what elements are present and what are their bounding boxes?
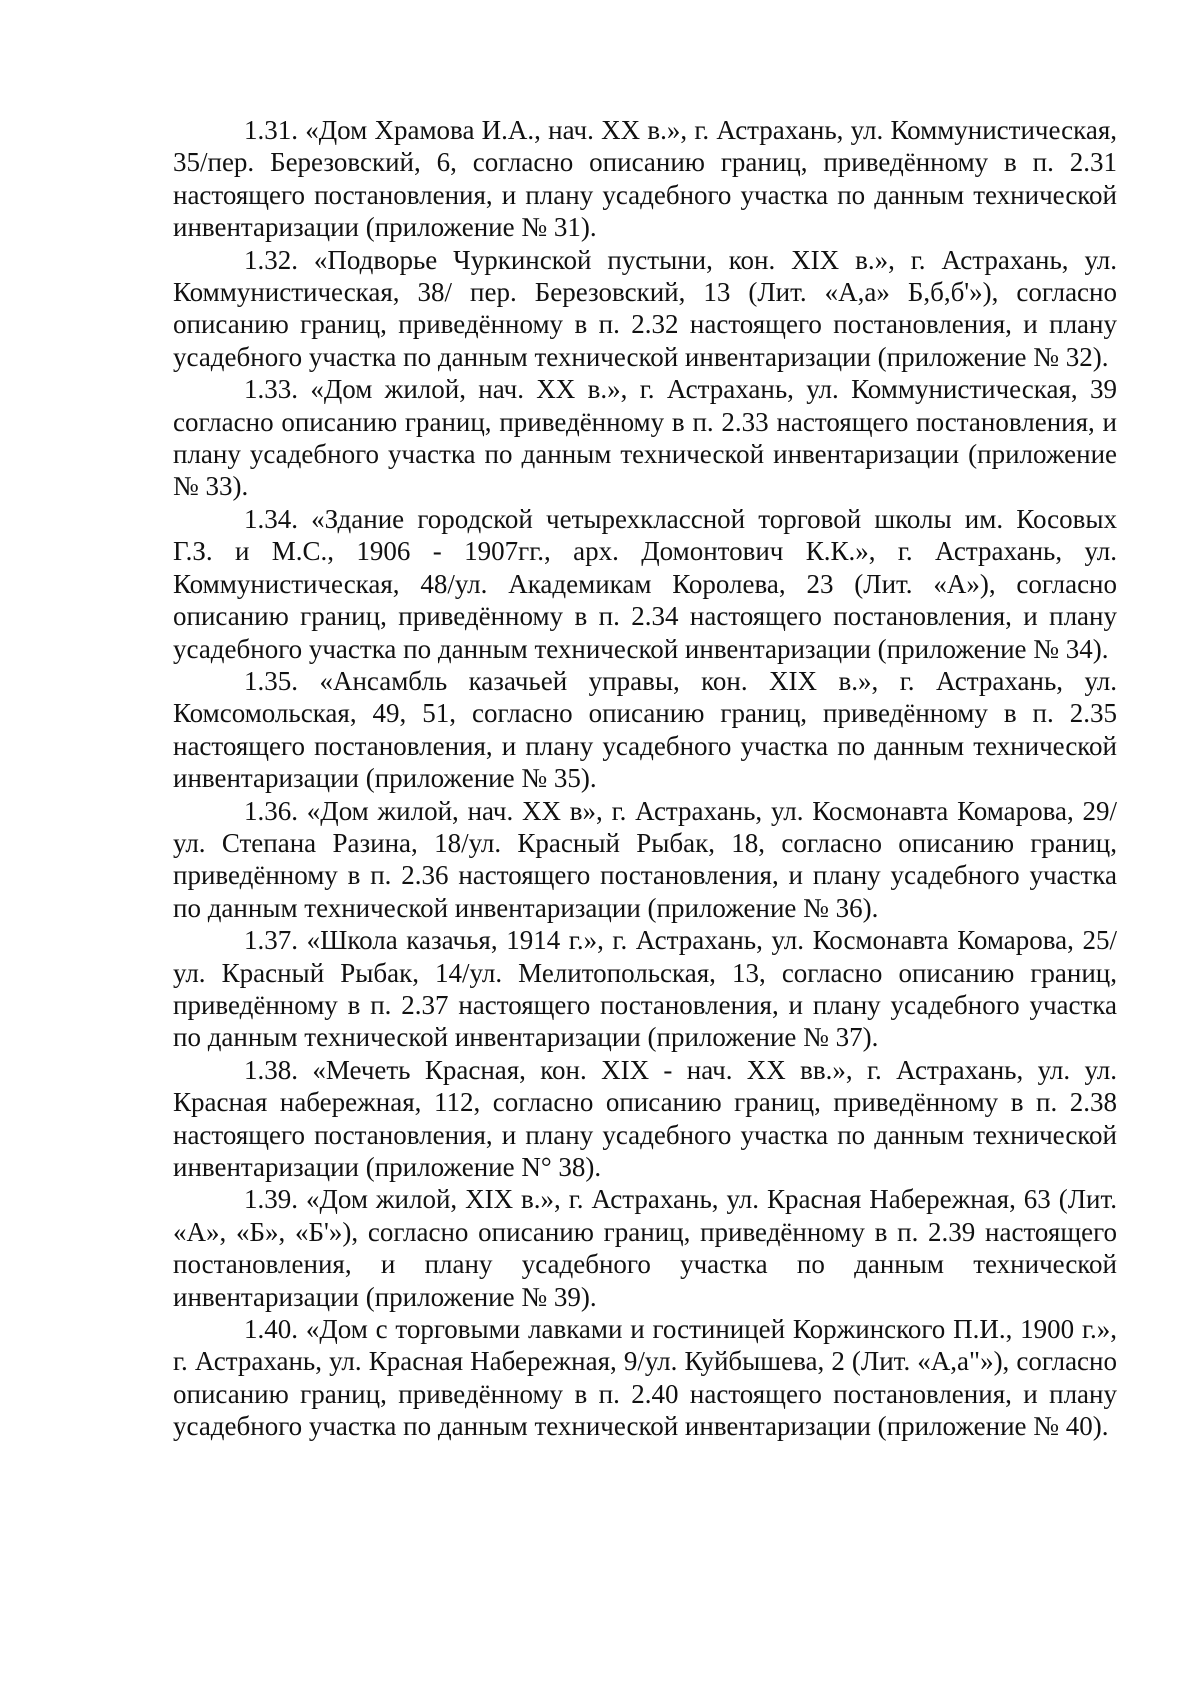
paragraph-1-39: 1.39. «Дом жилой, XIX в.», г. Астрахань, ул. Красная Набережная, 63 (Лит. «А», «Б», «Б'»), согласно описанию границ, приведённому в п. 2.39 настоящего постановления, и плану усадебного участка по данным технической инвентаризации (приложение № 39). (173, 1184, 1117, 1312)
paragraph-1-31: 1.31. «Дом Храмова И.А., нач. XX в.», г. Астрахань, ул. Коммунистическая, 35/пер. Березовский, 6, согласно описанию границ, приведённому в п. 2.31 настоящего постановления, и плану усадебного участка по данным технической инвентаризации (приложение № 31). (173, 115, 1117, 243)
document-body (173, 114, 1117, 1443)
paragraph-1-37: 1.37. «Школа казачья, 1914 г.», г. Астрахань, ул. Космонавта Комарова, 25/ул. Красный Рыбак, 14/ул. Мелитопольская, 13, согласно описанию границ, приведённому в п. 2.37 настоящего постановления, и плану усадебного участка по данным технической инвентаризации (приложение № 37). (173, 925, 1117, 1053)
paragraph-1-34: 1.34. «Здание городской четырехклассной торговой школы им. Косовых Г.З. и М.С., 1906 - 1907гг., арх. Домонтович К.К.», г. Астрахань, ул. Коммунистическая, 48/ул. Академикам Королева, 23 (Лит. «А»), согласно описанию границ, приведённому в п. 2.34 настоящего постановления, и плану усадебного участка по данным технической инвентаризации (приложение № 34). (173, 503, 1117, 664)
paragraph-1-33: 1.33. «Дом жилой, нач. XX в.», г. Астрахань, ул. Коммунистическая, 39 согласно описанию границ, приведённому в п. 2.33 настоящего постановления, и плану усадебного участка по данным технической инвентаризации (приложение № 33). (173, 374, 1117, 502)
paragraph-1-38: 1.38. «Мечеть Красная, кон. XIX - нач. XX вв.», г. Астрахань, ул. ул. Красная набережная, 112, согласно описанию границ, приведённому в п. 2.38 настоящего постановления, и плану усадебного участка по данным технической инвентаризации (приложение N° 38). (173, 1054, 1117, 1182)
paragraph-1-36: 1.36. «Дом жилой, нач. XX в», г. Астрахань, ул. Космонавта Комарова, 29/ул. Степана Разина, 18/ул. Красный Рыбак, 18, согласно описанию границ, приведённому в п. 2.36 настоящего постановления, и плану усадебного участка по данным технической инвентаризации (приложение № 36). (173, 795, 1117, 923)
paragraph-1-35: 1.35. «Ансамбль казачьей управы, кон. XIX в.», г. Астрахань, ул. Комсомольская, 49, 51, согласно описанию границ, приведённому в п. 2.35 настоящего постановления, и плану усадебного участка по данным технической инвентаризации (приложение № 35). (173, 665, 1117, 794)
paragraph-1-40: 1.40. «Дом с торговыми лавками и гостиницей Коржинского П.И., 1900 г.», г. Астрахань, ул. Красная Набережная, 9/ул. Куйбышева, 2 (Лит. «А,а"»), согласно описанию границ, приведённому в п. 2.40 настоящего постановления, и плану усадебного участка по данным технической инвентаризации (приложение № 40). (173, 1314, 1117, 1442)
paragraph-1-32: 1.32. «Подворье Чуркинской пустыни, кон. XIX в.», г. Астрахань, ул. Коммунистическая, 38/ пер. Березовский, 13 (Лит. «А,а» Б,б,б'»), согласно описанию границ, приведённому в п. 2.32 настоящего постановления, и плану усадебного участка по данным технической инвентаризации (приложение № 32). (173, 244, 1117, 372)
